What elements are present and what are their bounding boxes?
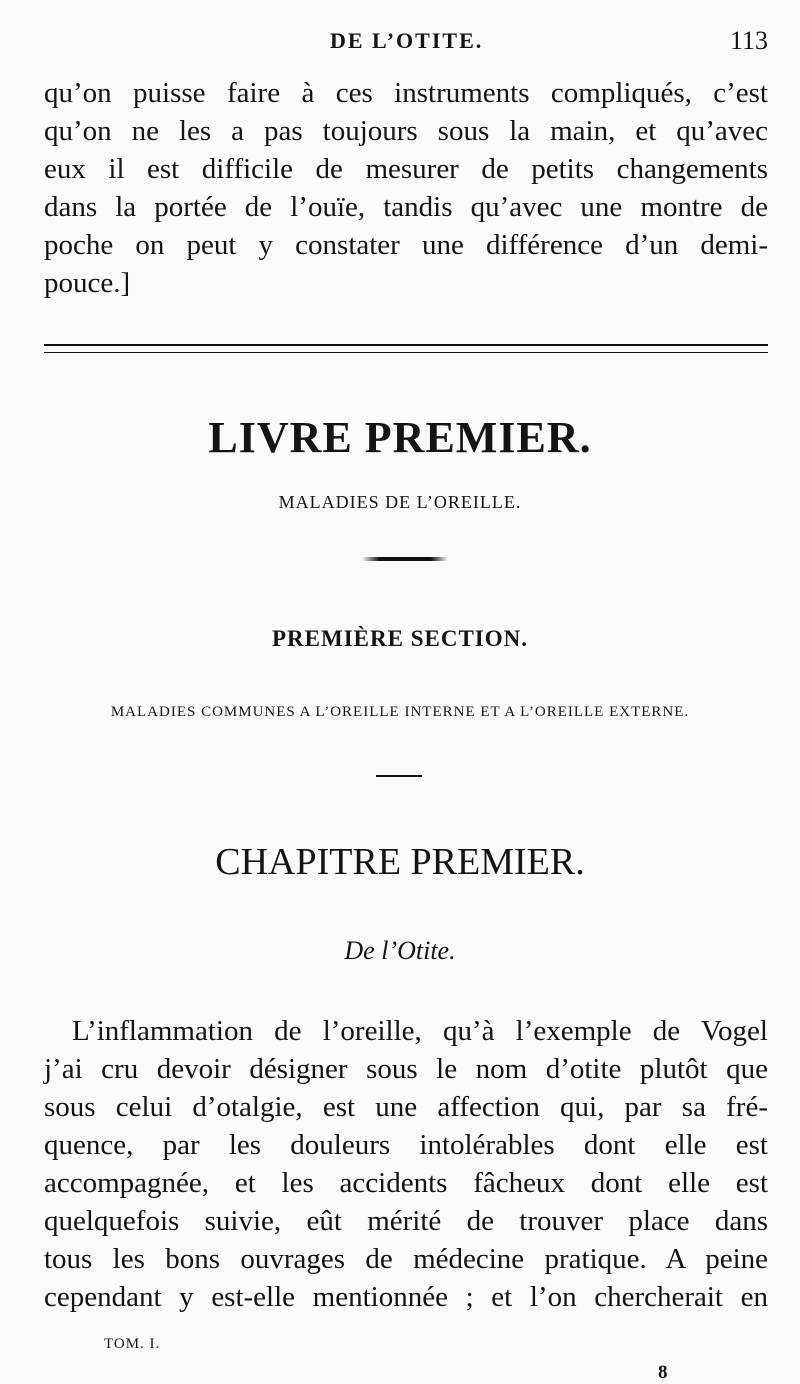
page-number: 113 <box>729 26 768 55</box>
paragraph-line: tous les bons ouvrages de médecine pratique. A peine <box>44 1243 768 1275</box>
chapter-title: CHAPITRE PREMIER. <box>215 841 585 883</box>
paragraph-line: quelquefois suivie, eût mérité de trouver place dans <box>44 1205 768 1237</box>
paragraph-line: accompagnée, et les accidents fâcheux dont elle est <box>44 1167 768 1199</box>
signature-mark: TOM. I. <box>104 1336 161 1352</box>
paragraph-line: qu’on ne les a pas toujours sous la main, et qu’avec <box>44 115 768 147</box>
continued-paragraph <box>44 74 768 302</box>
paragraph-line: qu’on puisse faire à ces instruments compliqués, c’est <box>44 77 768 109</box>
paragraph-line: pouce.] <box>44 267 131 299</box>
paragraph-line: eux il est difficile de mesurer de petits changements <box>44 153 768 185</box>
paragraph-line: L’inflammation de l’oreille, qu’à l’exemple de Vogel <box>72 1015 768 1047</box>
body-paragraph <box>44 1012 768 1316</box>
book-title: LIVRE PREMIER. <box>208 413 592 462</box>
book-subtitle: MALADIES DE L’OREILLE. <box>278 492 522 512</box>
chapter-subtitle: De l’Otite. <box>344 936 456 965</box>
paragraph-line: poche on peut y constater une différence d’un demi- <box>44 229 768 261</box>
double-rule-divider <box>44 344 768 353</box>
ornament-rule <box>362 557 448 561</box>
paragraph-line: dans la portée de l’ouïe, tandis qu’avec une montre de <box>44 191 768 223</box>
short-rule <box>376 775 422 777</box>
paragraph-line: quence, par les douleurs intolérables dont elle est <box>44 1129 768 1161</box>
running-head <box>0 28 800 62</box>
section-subtitle: MALADIES COMMUNES A L’OREILLE INTERNE ET A L’OREILLE EXTERNE. <box>110 704 690 720</box>
paragraph-line: j’ai cru devoir désigner sous le nom d’otite plutôt que <box>44 1053 768 1085</box>
section-title: PREMIÈRE SECTION. <box>272 626 528 651</box>
running-title: DE L’OTITE. <box>330 28 484 53</box>
gathering-number: 8 <box>658 1362 668 1383</box>
paragraph-line: cependant y est-elle mentionnée ; et l’on chercherait en <box>44 1281 768 1313</box>
paragraph-line: sous celui d’otalgie, est une affection qui, par sa fré- <box>44 1091 768 1123</box>
